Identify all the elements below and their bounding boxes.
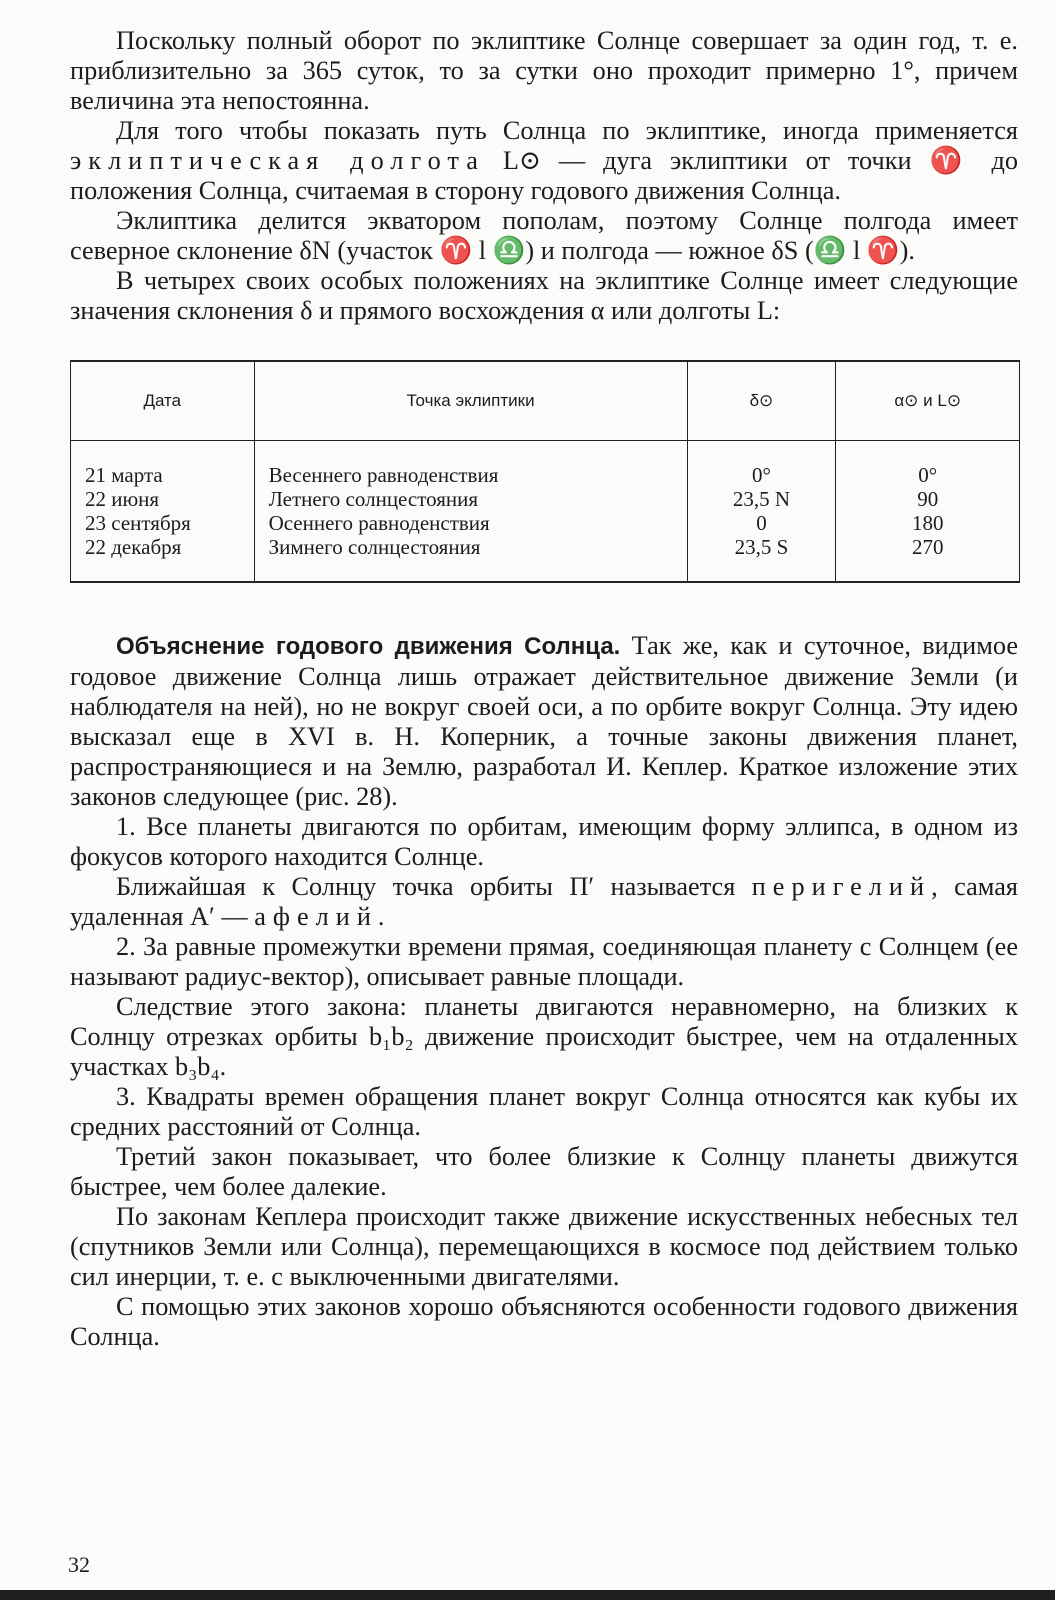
consequence-paragraph: Следствие этого закона: планеты двигаются неравномерно, на близких к Солнцу отрезках орбиты b₁b₂ движение происходит быстрее, чем на отдаленных участках b₃b₄. bbox=[70, 992, 1018, 1081]
header-declination: δ⊙ bbox=[687, 361, 836, 441]
paragraph-3: Эклиптика делится экватором пополам, поэтому Солнце полгода имеет северное склонение δN (участок ♈ l ♎) и полгода — южное δS (♎ l ♈). bbox=[70, 206, 1018, 265]
longitude-cell: 0° 90 180 270 bbox=[836, 441, 1020, 583]
header-longitude: α⊙ и L⊙ bbox=[836, 361, 1020, 441]
term-aphelion: афелий bbox=[254, 902, 378, 931]
table-header-row bbox=[71, 361, 1020, 441]
paragraph-4: В четырех своих особых положениях на эклиптике Солнце имеет следующие значения склонения δ и прямого восхождения α или долготы L: bbox=[70, 266, 1018, 325]
kepler-paragraph: По законам Кеплера происходит также движение искусственных небесных тел (спутников Земли или Солнца), перемещающихся в космосе под действием только сил инерции, т. е. с выключенными двигателями. bbox=[70, 1202, 1018, 1291]
law-1: 1. Все планеты двигаются по орбитам, имеющим форму эллипса, в одном из фокусов которого находится Солнце. bbox=[70, 812, 1018, 871]
paragraph-2 bbox=[70, 116, 1018, 206]
section-paragraph bbox=[70, 631, 1018, 812]
peri-text-a: Ближайшая к Солнцу точка орбиты П′ называется bbox=[116, 872, 752, 901]
header-point: Точка эклиптики bbox=[254, 361, 687, 441]
peri-text-c: . bbox=[377, 902, 385, 931]
page-body bbox=[70, 26, 1018, 1352]
points-cell: Весеннего равноденствия Летнего солнцестояния Осеннего равноденствия Зимнего солнцестояния bbox=[254, 441, 687, 583]
law-3: 3. Квадраты времен обращения планет вокруг Солнца относятся как кубы их средних расстояний от Солнца. bbox=[70, 1082, 1018, 1141]
declination-cell: 0° 23,5 N 0 23,5 S bbox=[687, 441, 836, 583]
page-number: 32 bbox=[68, 1552, 90, 1577]
paragraph-1: Поскольку полный оборот по эклиптике Солнце совершает за один год, т. е. приблизительно за 365 суток, то за сутки оно проходит примерно 1°, причем величина эта непостоянна. bbox=[70, 26, 1018, 115]
sun-positions-table bbox=[70, 360, 1018, 583]
section-heading: Объяснение годового движения Солнца. bbox=[116, 633, 621, 660]
term-perihelion: перигелий bbox=[751, 872, 932, 901]
p2-text-a: Для того чтобы показать путь Солнца по эклиптике, иногда применяется bbox=[116, 116, 1018, 145]
table-row bbox=[71, 441, 1020, 583]
bottom-edge bbox=[0, 1590, 1055, 1600]
dates-cell: 21 марта 22 июня 23 сентября 22 декабря bbox=[71, 441, 255, 583]
peri-text-b: , самая удаленная А′ — bbox=[70, 872, 1018, 931]
p2-text-b: L⊙ — дуга эклиптики от точки ♈ до положения Солнца, считаемая в сторону годового движения Солнца. bbox=[70, 146, 1019, 205]
header-date: Дата bbox=[71, 361, 255, 441]
final-paragraph: С помощью этих законов хорошо объясняются особенности годового движения Солнца. bbox=[70, 1292, 1018, 1351]
term-ecliptic-longitude: эклиптическая долгота bbox=[70, 146, 485, 175]
section-text: Так же, как и суточное, видимое годовое движение Солнца лишь отражает действительное движение Земли (и наблюдателя на ней), но не вокруг своей оси, а по орбите вокруг Солнца. Эту идею высказал еще в XVI в. Н. Коперник, а точные законы движения планет, распространяющиеся и на Землю, разработал И. Кеплер. Краткое изложение этих законов следующее (рис. 28). bbox=[70, 631, 1018, 811]
law-2: 2. За равные промежутки времени прямая, соединяющая планету с Солнцем (ее называют радиус-вектор), описывает равные площади. bbox=[70, 932, 1018, 991]
perihelion-paragraph bbox=[70, 872, 1018, 932]
third-law-paragraph: Третий закон показывает, что более близкие к Солнцу планеты движутся быстрее, чем более далекие. bbox=[70, 1142, 1018, 1201]
